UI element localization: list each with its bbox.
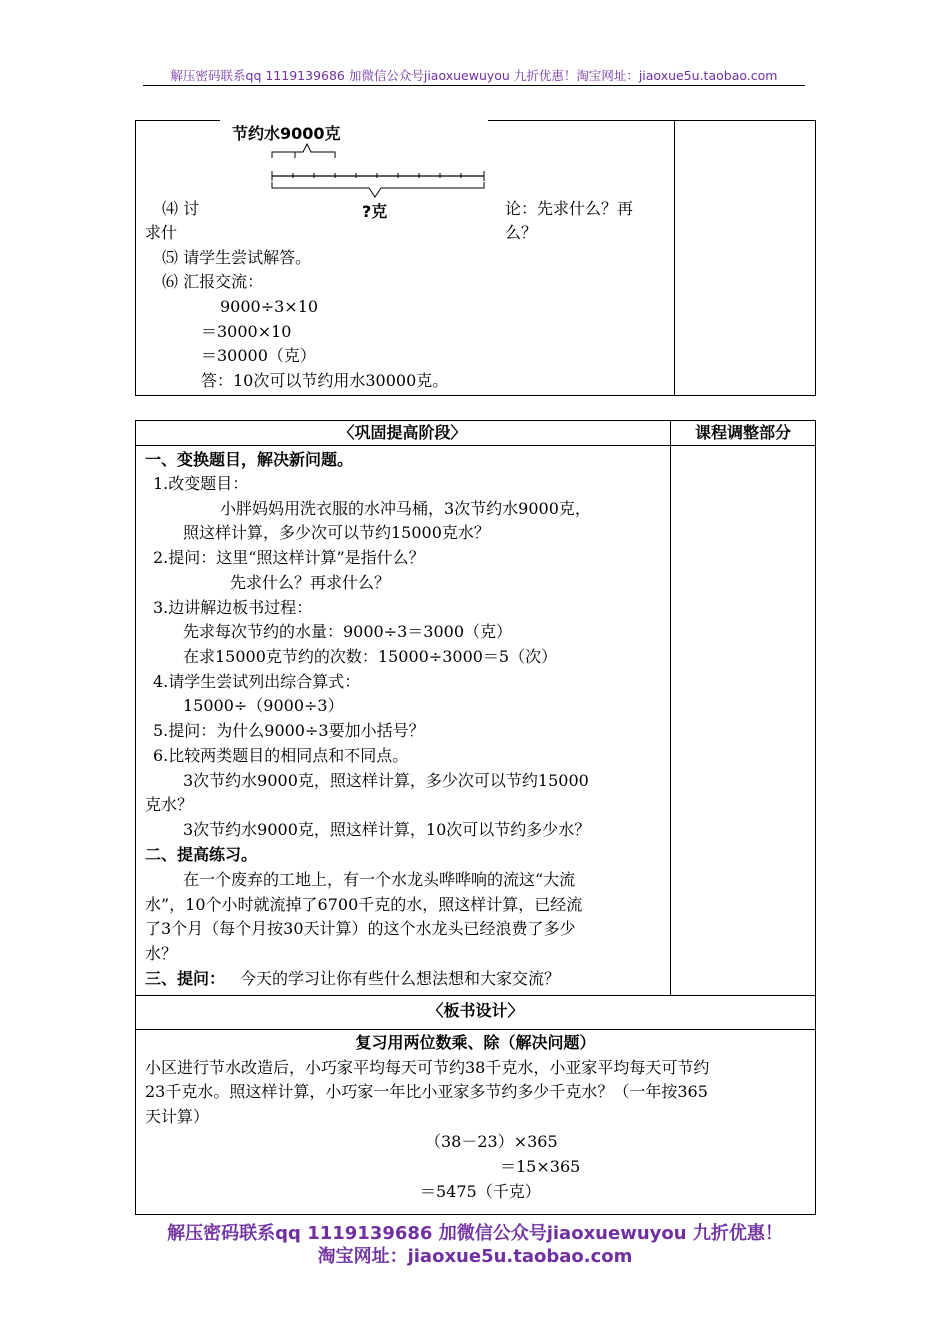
list-item: 先求每次节约的水量：9000÷3＝3000（克） [183, 622, 513, 641]
text-line: 求什 [145, 223, 178, 242]
diagram-top-label: 节约水9000克 [232, 124, 341, 143]
list-item: 15000÷（9000÷3） [183, 696, 344, 715]
equation-line: ＝3000×10 [201, 322, 292, 341]
list-item: 4.请学生尝试列出综合算式： [153, 672, 361, 691]
paragraph-line: 水”，10个小时就流掉了6700千克的水，照这样计算，已经流 [145, 895, 583, 914]
board-text: 23千克水。照这样计算，小巧家一年比小亚家多节约多少千克水？（一年按365 [145, 1082, 708, 1101]
board-title: 复习用两位数乘、除（解决问题） [355, 1033, 596, 1052]
answer-line: 答：10次可以节约用水30000克。 [201, 371, 449, 390]
text-line: 论：先求什么？再 [505, 199, 634, 218]
board-header-top-divider [135, 995, 816, 996]
list-item: 先求什么？再求什么？ [230, 573, 391, 592]
list-item: 3.边讲解边板书过程： [153, 598, 313, 617]
top-table-divider [674, 120, 675, 396]
list-item: 5.提问：为什么9000÷3要加小括号？ [153, 721, 425, 740]
board-text: 小区进行节水改造后，小巧家平均每天可节约38千克水，小亚家平均每天可节约 [145, 1058, 710, 1077]
list-item: 6.比较两类题目的相同点和不同点。 [153, 746, 409, 765]
main-table-column-divider [670, 420, 671, 995]
board-equation: ＝15×365 [500, 1157, 581, 1176]
list-item: 克水？ [145, 795, 194, 814]
text-line: ⑷ 讨 [162, 199, 200, 218]
paragraph-line: 了3个月（每个月按30天计算）的这个水龙头已经浪费了多少 [145, 919, 576, 938]
list-item: 3次节约水9000克，照这样计算，多少次可以节约15000 [183, 771, 589, 790]
list-item: 小胖妈妈用洗衣服的水冲马桶，3次节约水9000克， [220, 499, 591, 518]
text-line: ⑸ 请学生尝试解答。 [162, 248, 312, 267]
section-title: 三、提问： [145, 969, 226, 988]
paragraph-line: 在一个废弃的工地上，有一个水龙头哗哗响的流这“大流 [183, 870, 576, 889]
equation-line: ＝30000（克） [201, 346, 316, 365]
board-design-header: 〈板书设计〉 [427, 1001, 524, 1020]
text-line: ⑹ 汇报交流： [162, 272, 264, 291]
text-line: 么？ [505, 223, 538, 242]
board-equation: ＝5475（千克） [420, 1182, 541, 1201]
board-text: 天计算） [145, 1107, 210, 1126]
paragraph-line: 水？ [145, 944, 178, 963]
header-divider [143, 85, 805, 86]
section-title: 二、提高练习。 [145, 845, 258, 864]
diagram-bottom-label: ?克 [362, 202, 388, 221]
equation-line: 9000÷3×10 [220, 297, 319, 316]
list-item: 2.提问：这里“照这样计算”是指什么？ [153, 548, 425, 567]
list-item: 3次节约水9000克，照这样计算，10次可以节约多少水？ [183, 820, 591, 839]
list-item: 照这样计算，多少次可以节约15000克水？ [183, 523, 490, 542]
main-table-header-divider [135, 445, 816, 446]
board-equation: （38－23）×365 [425, 1132, 558, 1151]
adjustment-column-header: 课程调整部分 [694, 423, 791, 442]
list-item: 在求15000克节约的次数：15000÷3000＝5（次） [183, 647, 558, 666]
footer-note-line1: 解压密码联系qq 1119139686 加微信公众号jiaoxuewuyou 九折优惠！ [167, 1223, 783, 1244]
section-title: 一、变换题目，解决新问题。 [145, 450, 354, 469]
board-header-bottom-divider [135, 1029, 816, 1030]
page-header-note: 解压密码联系qq 1119139686 加微信公众号jiaoxuewuyou 九折优惠！淘宝网址：jiaoxue5u.taobao.com [170, 68, 778, 83]
list-item: 1.改变题目： [153, 474, 249, 493]
section-text: 今天的学习让你有些什么想法想和大家交流？ [240, 969, 561, 988]
stage-header: 〈巩固提高阶段〉 [338, 423, 467, 442]
footer-note-line2: 淘宝网址：jiaoxue5u.taobao.com [317, 1246, 633, 1267]
